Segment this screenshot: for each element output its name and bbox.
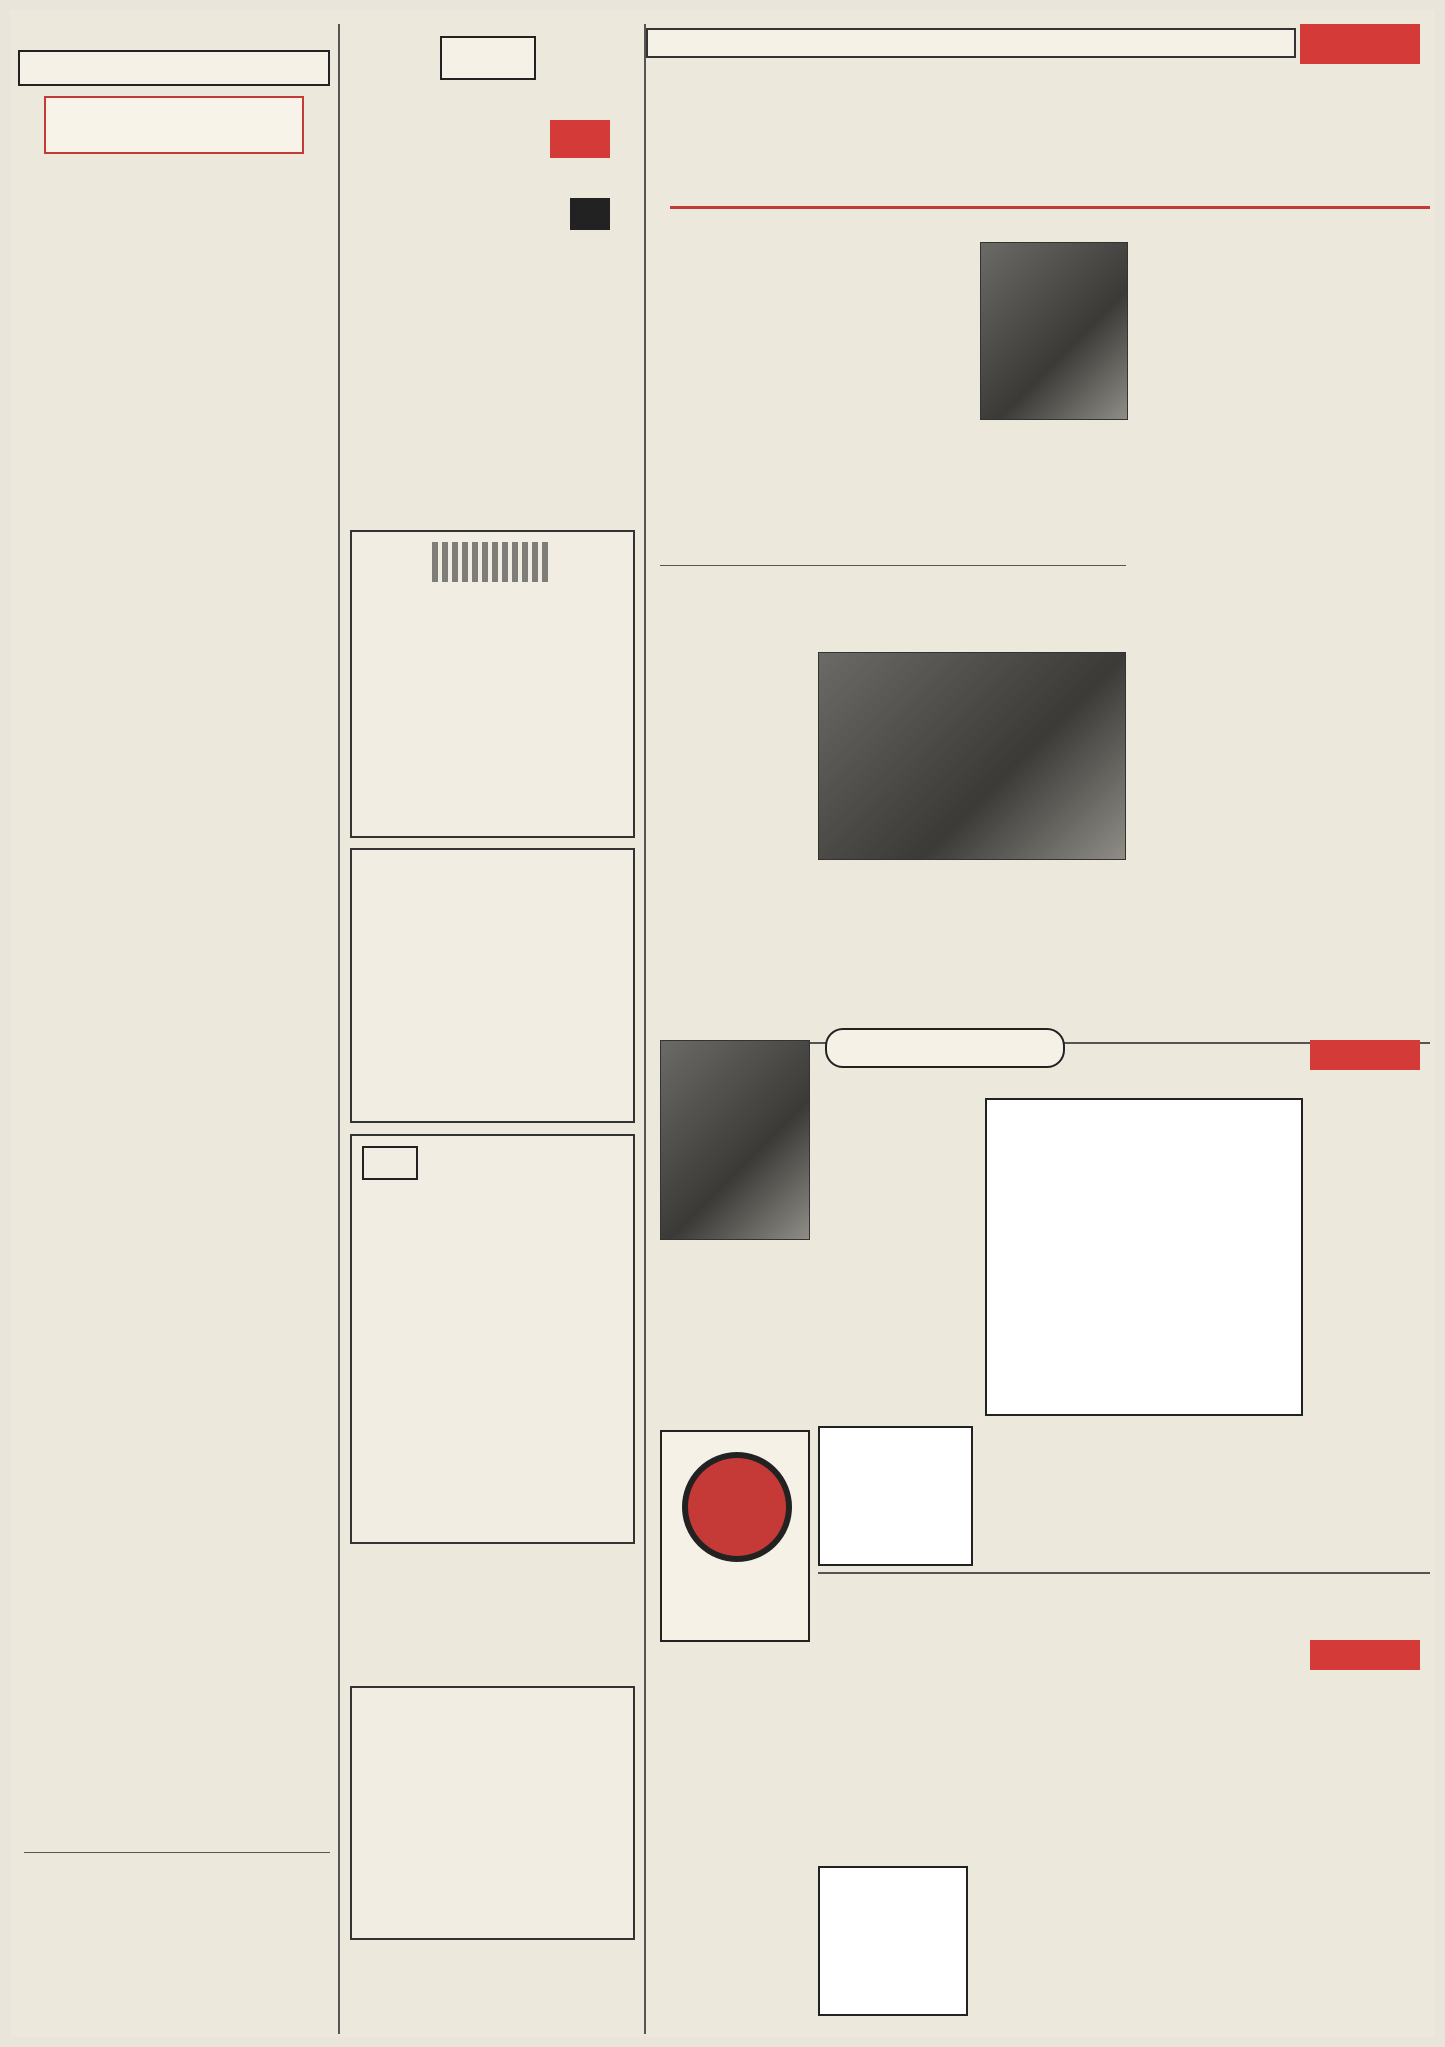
cinema-intro (24, 162, 330, 194)
column-rule (644, 24, 646, 2034)
crossword-grid (985, 1098, 1303, 1416)
special-clues-col3 (818, 1586, 968, 1846)
kashi-logo-icon (682, 1452, 792, 1562)
header-bar (646, 28, 1296, 58)
portrait-caption (660, 1248, 810, 1398)
lead-body-col3 (818, 218, 968, 598)
newspaper-page (10, 10, 1435, 2037)
crossword-extra-clues (985, 1426, 1315, 1566)
down-clues (818, 1074, 973, 1404)
singer-photo (980, 242, 1128, 420)
javidan-body (366, 1792, 620, 1862)
section-rule (24, 1852, 330, 1853)
cinema-title (44, 96, 304, 154)
portrait-photo (660, 1040, 810, 1240)
crossword-logo (825, 1028, 1065, 1068)
special-clues-col2 (975, 1586, 1130, 2026)
special-clues-col4 (660, 1650, 810, 2030)
special-clues-top (1130, 1586, 1420, 1636)
recital-ad (350, 530, 635, 838)
second-story-col1 (660, 652, 810, 1042)
column-rule (338, 24, 340, 2034)
lead-body-col4 (660, 218, 810, 598)
section-rule (818, 1572, 1430, 1574)
composer-photo (818, 652, 1126, 860)
crossword-row-numbers (1306, 1098, 1322, 1416)
selfservice-ad (350, 848, 635, 1123)
tv-channel1-badge (570, 198, 610, 230)
lead-body-col1b (1140, 570, 1420, 1040)
headline-rule (670, 206, 1430, 209)
crossword-special-label (1310, 1640, 1420, 1670)
across-clues (1310, 1102, 1422, 1462)
recital-sub-body (362, 754, 624, 834)
selfservice-menu (362, 962, 624, 1022)
special-clues-across (1140, 1678, 1420, 2028)
recital-body (362, 650, 624, 730)
special-solution-grid (818, 1866, 968, 2016)
second-story-col2 (980, 896, 1126, 1036)
page-number-badge (1300, 24, 1420, 64)
ornament-icon (432, 542, 552, 582)
zeiss-ad (350, 1134, 635, 1544)
cinema-listings (24, 196, 330, 1826)
crossword-column-numbers (985, 1080, 1303, 1096)
tv-logo (440, 36, 536, 80)
story-rule (660, 565, 1126, 566)
cinema-top-banner (18, 50, 330, 86)
lead-body-col2b (980, 456, 1128, 596)
javidan-ad (350, 1686, 635, 1940)
crossword-solution-grid (818, 1426, 973, 1566)
tv-channel2-badge (550, 120, 610, 158)
crossword-regular-label (1310, 1040, 1420, 1070)
notice-body (24, 1882, 330, 1946)
second-story-col3 (818, 896, 973, 1036)
zeiss-brand (362, 1146, 418, 1180)
kashi-ad (660, 1430, 810, 1642)
